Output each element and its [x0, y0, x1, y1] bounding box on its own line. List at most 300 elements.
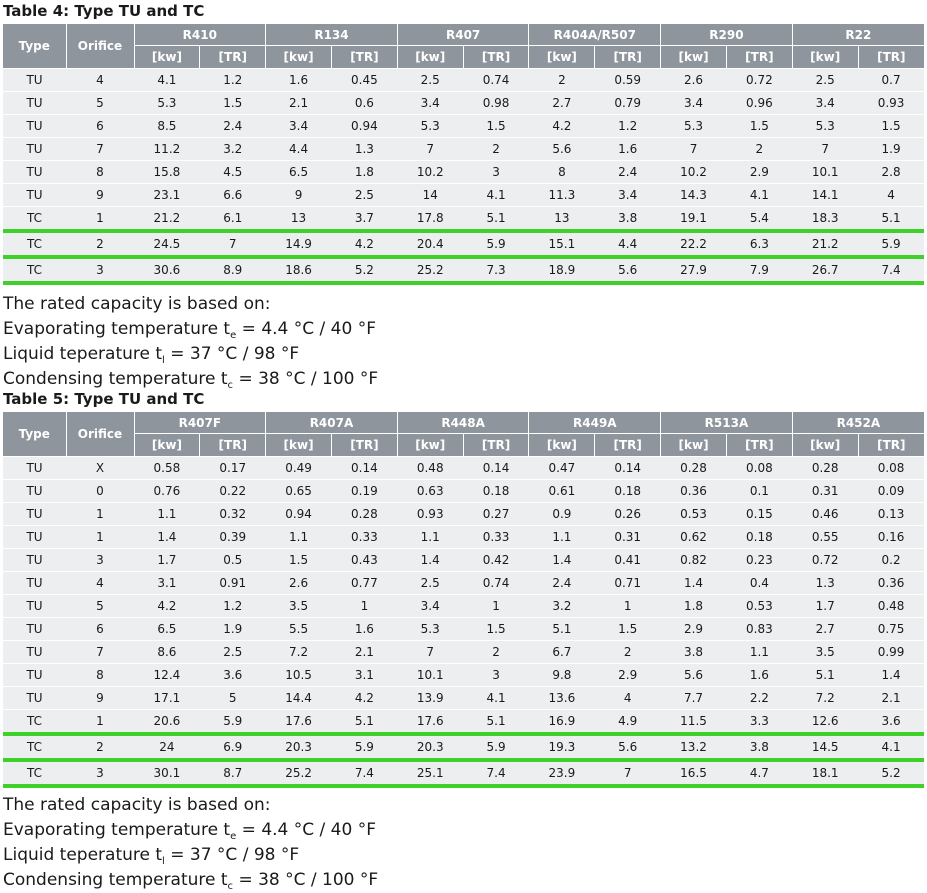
capacity-cell: 0.27	[463, 503, 529, 526]
type-header: Type	[3, 24, 66, 69]
capacity-cell: 2.5	[397, 572, 463, 595]
capacity-cell: 0.33	[331, 526, 397, 549]
capacity-cell: 2.5	[792, 69, 858, 92]
capacity-cell: 17.8	[397, 207, 463, 232]
capacity-cell: 7.9	[726, 257, 792, 283]
capacity-cell: 14.1	[792, 184, 858, 207]
capacity-cell: 2.9	[726, 161, 792, 184]
orifice-cell: 8	[66, 664, 134, 687]
capacity-cell: 16.9	[529, 710, 595, 735]
capacity-cell: 0.91	[200, 572, 266, 595]
table5	[3, 412, 924, 788]
type-cell: TU	[3, 184, 66, 207]
capacity-cell: 12.6	[792, 710, 858, 735]
capacity-cell: 2.4	[200, 115, 266, 138]
unit-tr-header: [TR]	[463, 46, 529, 69]
capacity-cell: 1.5	[858, 115, 924, 138]
note-condensing: Condensing temperature $t_c = 38$ °C / 100 °F	[3, 369, 379, 391]
capacity-cell: 0.53	[726, 595, 792, 618]
type-cell: TC	[3, 734, 66, 760]
capacity-cell: 0.75	[858, 618, 924, 641]
capacity-cell: 2	[726, 138, 792, 161]
orifice-cell: 0	[66, 480, 134, 503]
capacity-cell: 0.99	[858, 641, 924, 664]
table4-title: Table 4: Type TU and TC	[3, 2, 205, 20]
type-cell: TU	[3, 457, 66, 480]
capacity-cell: 1.4	[529, 549, 595, 572]
capacity-cell: 4.4	[266, 138, 332, 161]
type-cell: TU	[3, 549, 66, 572]
capacity-cell: 0.36	[661, 480, 727, 503]
capacity-cell: 0.71	[595, 572, 661, 595]
capacity-cell: 5.1	[792, 664, 858, 687]
table-row	[3, 710, 924, 735]
capacity-cell: 5.6	[661, 664, 727, 687]
capacity-cell: 3	[463, 664, 529, 687]
unit-tr-header: [TR]	[726, 434, 792, 457]
unit-tr-header: [TR]	[595, 434, 661, 457]
orifice-cell: 6	[66, 115, 134, 138]
capacity-cell: 1.5	[595, 618, 661, 641]
capacity-cell: 7.3	[463, 257, 529, 283]
capacity-cell: 7	[792, 138, 858, 161]
capacity-cell: 15.8	[134, 161, 200, 184]
capacity-cell: 5.9	[463, 231, 529, 257]
capacity-cell: 5.2	[331, 257, 397, 283]
orifice-cell: 5	[66, 595, 134, 618]
capacity-cell: 6.6	[200, 184, 266, 207]
type-cell: TU	[3, 664, 66, 687]
capacity-cell: 5.9	[858, 231, 924, 257]
capacity-cell: 5	[200, 687, 266, 710]
orifice-cell: 1	[66, 207, 134, 232]
type-cell: TC	[3, 207, 66, 232]
capacity-cell: 18.1	[792, 760, 858, 786]
orifice-cell: 1	[66, 503, 134, 526]
capacity-cell: 5.5	[266, 618, 332, 641]
table-row	[3, 526, 924, 549]
type-cell: TU	[3, 138, 66, 161]
capacity-cell: 11.3	[529, 184, 595, 207]
capacity-cell: 5.1	[331, 710, 397, 735]
capacity-cell: 5.2	[858, 760, 924, 786]
table-row	[3, 618, 924, 641]
capacity-cell: 0.76	[134, 480, 200, 503]
capacity-cell: 10.1	[792, 161, 858, 184]
capacity-cell: 0.6	[331, 92, 397, 115]
capacity-cell: 1.3	[792, 572, 858, 595]
capacity-cell: 1.1	[266, 526, 332, 549]
table-row	[3, 503, 924, 526]
orifice-cell: 3	[66, 257, 134, 283]
refrigerant-header: R407F	[134, 412, 266, 434]
capacity-cell: 0.15	[726, 503, 792, 526]
capacity-cell: 6.7	[529, 641, 595, 664]
capacity-cell: 0.9	[529, 503, 595, 526]
refrigerant-header: R404A/R507	[529, 24, 661, 46]
note-line-1: The rated capacity is based on:	[3, 294, 271, 314]
capacity-cell: 20.3	[266, 734, 332, 760]
type-cell: TU	[3, 115, 66, 138]
capacity-cell: 6.5	[266, 161, 332, 184]
capacity-cell: 7.2	[266, 641, 332, 664]
capacity-cell: 1	[331, 595, 397, 618]
capacity-cell: 13.6	[529, 687, 595, 710]
unit-kw-header: [kw]	[266, 46, 332, 69]
orifice-cell: X	[66, 457, 134, 480]
capacity-cell: 0.63	[397, 480, 463, 503]
type-cell: TC	[3, 760, 66, 786]
unit-kw-header: [kw]	[792, 434, 858, 457]
refrigerant-header: R410	[134, 24, 266, 46]
capacity-cell: 10.2	[661, 161, 727, 184]
capacity-cell: 2.5	[200, 641, 266, 664]
capacity-cell: 0.28	[792, 457, 858, 480]
capacity-cell: 4.1	[134, 69, 200, 92]
header-row-units	[3, 434, 924, 457]
capacity-cell: 1.4	[134, 526, 200, 549]
capacity-cell: 1.7	[134, 549, 200, 572]
note-liquid: Liquid teperature $t_l = 37$ °C / 98 °F	[3, 845, 300, 867]
capacity-cell: 1.5	[463, 115, 529, 138]
refrigerant-header: R407A	[266, 412, 398, 434]
capacity-cell: 5.1	[858, 207, 924, 232]
capacity-cell: 0.79	[595, 92, 661, 115]
table-row	[3, 480, 924, 503]
capacity-cell: 0.42	[463, 549, 529, 572]
capacity-cell: 15.1	[529, 231, 595, 257]
capacity-cell: 7.4	[463, 760, 529, 786]
capacity-cell: 7.2	[792, 687, 858, 710]
capacity-cell: 1.6	[331, 618, 397, 641]
table-row	[3, 231, 924, 257]
capacity-cell: 23.9	[529, 760, 595, 786]
capacity-cell: 10.2	[397, 161, 463, 184]
capacity-cell: 8.7	[200, 760, 266, 786]
capacity-cell: 0.45	[331, 69, 397, 92]
capacity-cell: 11.2	[134, 138, 200, 161]
refrigerant-header: R513A	[661, 412, 793, 434]
capacity-cell: 5.4	[726, 207, 792, 232]
capacity-cell: 1.3	[331, 138, 397, 161]
capacity-cell: 3.4	[397, 595, 463, 618]
capacity-cell: 4.7	[726, 760, 792, 786]
capacity-cell: 0.4	[726, 572, 792, 595]
capacity-cell: 7	[200, 231, 266, 257]
refrigerant-header: R452A	[792, 412, 924, 434]
note-line-1: The rated capacity is based on:	[3, 795, 271, 815]
capacity-cell: 3.4	[661, 92, 727, 115]
capacity-cell: 1.6	[266, 69, 332, 92]
capacity-cell: 14	[397, 184, 463, 207]
capacity-cell: 0.93	[397, 503, 463, 526]
unit-tr-header: [TR]	[463, 434, 529, 457]
capacity-cell: 7	[661, 138, 727, 161]
capacity-cell: 30.1	[134, 760, 200, 786]
capacity-cell: 0.5	[200, 549, 266, 572]
capacity-cell: 20.4	[397, 231, 463, 257]
capacity-cell: 0.22	[200, 480, 266, 503]
capacity-cell: 0.14	[463, 457, 529, 480]
capacity-cell: 1.9	[200, 618, 266, 641]
capacity-cell: 5.6	[595, 257, 661, 283]
capacity-cell: 14.5	[792, 734, 858, 760]
capacity-cell: 0.26	[595, 503, 661, 526]
capacity-cell: 0.77	[331, 572, 397, 595]
capacity-cell: 14.4	[266, 687, 332, 710]
table-row	[3, 69, 924, 92]
capacity-cell: 3.5	[266, 595, 332, 618]
capacity-cell: 0.18	[726, 526, 792, 549]
capacity-cell: 3.5	[792, 641, 858, 664]
table-row	[3, 760, 924, 786]
capacity-cell: 1.5	[726, 115, 792, 138]
capacity-cell: 1.2	[595, 115, 661, 138]
capacity-cell: 1.1	[529, 526, 595, 549]
orifice-header: Orifice	[66, 412, 134, 457]
capacity-cell: 6.5	[134, 618, 200, 641]
capacity-cell: 0.17	[200, 457, 266, 480]
capacity-cell: 13.9	[397, 687, 463, 710]
capacity-cell: 1.7	[792, 595, 858, 618]
capacity-cell: 13	[266, 207, 332, 232]
capacity-cell: 0.28	[331, 503, 397, 526]
capacity-cell: 20.3	[397, 734, 463, 760]
capacity-cell: 0.65	[266, 480, 332, 503]
capacity-cell: 0.33	[463, 526, 529, 549]
capacity-cell: 3.1	[331, 664, 397, 687]
table-row	[3, 595, 924, 618]
capacity-cell: 5.3	[397, 618, 463, 641]
capacity-cell: 5.1	[463, 710, 529, 735]
capacity-cell: 1.6	[595, 138, 661, 161]
capacity-cell: 3.4	[595, 184, 661, 207]
capacity-cell: 7	[397, 641, 463, 664]
capacity-cell: 0.39	[200, 526, 266, 549]
unit-kw-header: [kw]	[266, 434, 332, 457]
capacity-cell: 0.18	[463, 480, 529, 503]
capacity-cell: 3.4	[266, 115, 332, 138]
capacity-cell: 2	[463, 641, 529, 664]
capacity-cell: 0.83	[726, 618, 792, 641]
capacity-cell: 0.72	[726, 69, 792, 92]
unit-kw-header: [kw]	[397, 434, 463, 457]
capacity-cell: 5.3	[397, 115, 463, 138]
capacity-cell: 3.2	[200, 138, 266, 161]
table5-title: Table 5: Type TU and TC	[3, 390, 205, 408]
capacity-cell: 25.2	[397, 257, 463, 283]
note-condensing: Condensing temperature $t_c = 38$ °C / 100 °F	[3, 870, 379, 892]
orifice-cell: 9	[66, 687, 134, 710]
capacity-cell: 4	[858, 184, 924, 207]
capacity-cell: 13.2	[661, 734, 727, 760]
table-row	[3, 457, 924, 480]
capacity-cell: 0.48	[397, 457, 463, 480]
refrigerant-header: R407	[397, 24, 529, 46]
unit-tr-header: [TR]	[200, 434, 266, 457]
capacity-cell: 0.09	[858, 480, 924, 503]
capacity-cell: 0.18	[595, 480, 661, 503]
capacity-cell: 0.7	[858, 69, 924, 92]
capacity-cell: 2.1	[858, 687, 924, 710]
capacity-cell: 27.9	[661, 257, 727, 283]
table-row	[3, 687, 924, 710]
capacity-cell: 4.9	[595, 710, 661, 735]
capacity-cell: 10.5	[266, 664, 332, 687]
capacity-cell: 5.3	[661, 115, 727, 138]
capacity-cell: 1.5	[266, 549, 332, 572]
capacity-cell: 1	[463, 595, 529, 618]
capacity-cell: 2	[529, 69, 595, 92]
capacity-cell: 1.9	[858, 138, 924, 161]
unit-kw-header: [kw]	[134, 46, 200, 69]
table-row	[3, 257, 924, 283]
capacity-cell: 0.2	[858, 549, 924, 572]
type-cell: TU	[3, 480, 66, 503]
type-cell: TU	[3, 161, 66, 184]
type-cell: TU	[3, 69, 66, 92]
capacity-cell: 8.9	[200, 257, 266, 283]
capacity-cell: 17.1	[134, 687, 200, 710]
capacity-cell: 10.1	[397, 664, 463, 687]
header-row-refrigerants	[3, 24, 924, 46]
capacity-cell: 0.43	[331, 549, 397, 572]
note-liquid: Liquid teperature $t_l = 37$ °C / 98 °F	[3, 344, 300, 366]
table-row	[3, 734, 924, 760]
unit-tr-header: [TR]	[858, 46, 924, 69]
capacity-cell: 17.6	[266, 710, 332, 735]
capacity-cell: 1.8	[331, 161, 397, 184]
capacity-cell: 7.4	[331, 760, 397, 786]
capacity-cell: 1.5	[200, 92, 266, 115]
capacity-cell: 2.9	[595, 664, 661, 687]
type-header: Type	[3, 412, 66, 457]
capacity-cell: 0.23	[726, 549, 792, 572]
capacity-cell: 4.5	[200, 161, 266, 184]
capacity-cell: 14.9	[266, 231, 332, 257]
capacity-cell: 26.7	[792, 257, 858, 283]
capacity-cell: 2.1	[266, 92, 332, 115]
orifice-cell: 7	[66, 138, 134, 161]
capacity-cell: 25.1	[397, 760, 463, 786]
capacity-cell: 2.6	[661, 69, 727, 92]
capacity-cell: 4.1	[858, 734, 924, 760]
table-row	[3, 572, 924, 595]
capacity-cell: 0.16	[858, 526, 924, 549]
orifice-cell: 5	[66, 92, 134, 115]
capacity-cell: 24	[134, 734, 200, 760]
unit-tr-header: [TR]	[595, 46, 661, 69]
table-row	[3, 92, 924, 115]
table4-note	[3, 292, 378, 392]
type-cell: TU	[3, 641, 66, 664]
capacity-cell: 0.98	[463, 92, 529, 115]
capacity-cell: 0.58	[134, 457, 200, 480]
type-cell: TC	[3, 257, 66, 283]
capacity-cell: 0.82	[661, 549, 727, 572]
capacity-cell: 1.4	[661, 572, 727, 595]
type-cell: TU	[3, 595, 66, 618]
type-cell: TU	[3, 687, 66, 710]
capacity-cell: 3.3	[726, 710, 792, 735]
capacity-cell: 20.6	[134, 710, 200, 735]
capacity-cell: 3.4	[792, 92, 858, 115]
type-cell: TU	[3, 503, 66, 526]
capacity-cell: 5.1	[529, 618, 595, 641]
capacity-cell: 0.19	[331, 480, 397, 503]
capacity-cell: 3.1	[134, 572, 200, 595]
note-evaporating: Evaporating temperature $t_e = 4.4$ °C / 40 °F	[3, 319, 376, 341]
capacity-cell: 0.41	[595, 549, 661, 572]
capacity-cell: 6.9	[200, 734, 266, 760]
capacity-cell: 7	[397, 138, 463, 161]
capacity-cell: 9	[266, 184, 332, 207]
capacity-cell: 0.31	[595, 526, 661, 549]
capacity-cell: 17.6	[397, 710, 463, 735]
unit-kw-header: [kw]	[529, 46, 595, 69]
capacity-cell: 5.6	[529, 138, 595, 161]
capacity-cell: 0.53	[661, 503, 727, 526]
unit-kw-header: [kw]	[134, 434, 200, 457]
capacity-cell: 6.1	[200, 207, 266, 232]
capacity-cell: 8	[529, 161, 595, 184]
capacity-cell: 6.3	[726, 231, 792, 257]
capacity-cell: 2.4	[529, 572, 595, 595]
capacity-cell: 1.1	[134, 503, 200, 526]
capacity-cell: 2.8	[858, 161, 924, 184]
capacity-cell: 8.5	[134, 115, 200, 138]
table-row	[3, 184, 924, 207]
capacity-cell: 2.2	[726, 687, 792, 710]
orifice-cell: 2	[66, 734, 134, 760]
capacity-cell: 2.5	[331, 184, 397, 207]
capacity-cell: 18.3	[792, 207, 858, 232]
refrigerant-header: R449A	[529, 412, 661, 434]
capacity-cell: 8.6	[134, 641, 200, 664]
capacity-cell: 1.8	[661, 595, 727, 618]
capacity-cell: 16.5	[661, 760, 727, 786]
capacity-cell: 2.4	[595, 161, 661, 184]
unit-kw-header: [kw]	[661, 434, 727, 457]
capacity-cell: 0.74	[463, 69, 529, 92]
orifice-cell: 8	[66, 161, 134, 184]
capacity-cell: 3.4	[397, 92, 463, 115]
capacity-cell: 5.3	[792, 115, 858, 138]
capacity-cell: 23.1	[134, 184, 200, 207]
unit-tr-header: [TR]	[858, 434, 924, 457]
capacity-cell: 0.31	[792, 480, 858, 503]
capacity-cell: 0.47	[529, 457, 595, 480]
capacity-cell: 2.7	[529, 92, 595, 115]
unit-kw-header: [kw]	[792, 46, 858, 69]
unit-tr-header: [TR]	[726, 46, 792, 69]
capacity-cell: 0.55	[792, 526, 858, 549]
capacity-cell: 4.2	[134, 595, 200, 618]
capacity-cell: 4.1	[726, 184, 792, 207]
type-cell: TC	[3, 710, 66, 735]
orifice-cell: 3	[66, 549, 134, 572]
capacity-cell: 5.6	[595, 734, 661, 760]
capacity-cell: 1.1	[397, 526, 463, 549]
orifice-cell: 6	[66, 618, 134, 641]
type-cell: TU	[3, 92, 66, 115]
capacity-cell: 0.32	[200, 503, 266, 526]
capacity-cell: 25.2	[266, 760, 332, 786]
capacity-cell: 2.1	[331, 641, 397, 664]
capacity-cell: 4	[595, 687, 661, 710]
capacity-cell: 4.2	[331, 231, 397, 257]
unit-kw-header: [kw]	[661, 46, 727, 69]
